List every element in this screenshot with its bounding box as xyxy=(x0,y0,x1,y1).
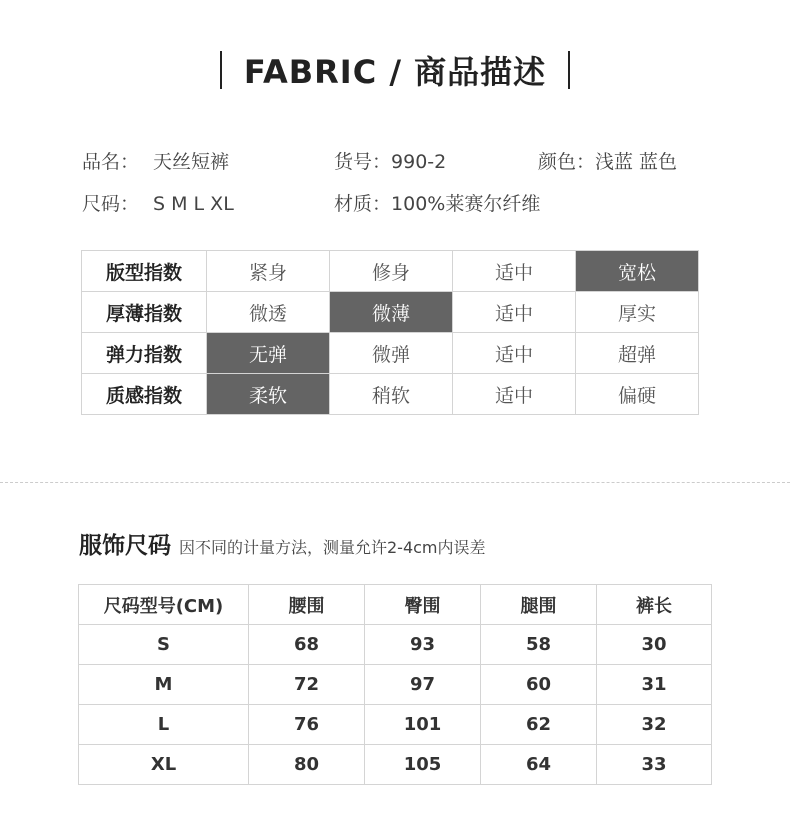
index-option: 适中 xyxy=(453,374,576,415)
index-option-selected: 微薄 xyxy=(330,292,453,333)
index-option: 紧身 xyxy=(207,251,330,292)
index-option-selected: 宽松 xyxy=(576,251,699,292)
info-size-label: 尺码： xyxy=(82,193,140,215)
size-table-cell: 60 xyxy=(481,665,597,705)
index-option: 适中 xyxy=(453,292,576,333)
index-option-selected: 柔软 xyxy=(207,374,330,415)
header-right-bar xyxy=(568,51,570,89)
size-table-row xyxy=(79,705,712,745)
index-row-label: 弹力指数 xyxy=(82,333,207,374)
size-table-header: 尺码型号(CM) xyxy=(79,585,249,625)
info-sku-label: 货号： xyxy=(334,151,392,173)
size-table-cell: L xyxy=(79,705,249,745)
size-table-cell: M xyxy=(79,665,249,705)
size-table-cell: 62 xyxy=(481,705,597,745)
info-material xyxy=(334,189,540,216)
size-table-cell: 80 xyxy=(249,745,365,785)
index-option: 适中 xyxy=(453,251,576,292)
header-left-bar xyxy=(220,51,222,89)
size-table-cell: 31 xyxy=(597,665,712,705)
index-option: 微弹 xyxy=(330,333,453,374)
size-table-row xyxy=(79,665,712,705)
info-material-value: 100%莱赛尔纤维 xyxy=(391,193,541,215)
size-table-cell: 97 xyxy=(365,665,481,705)
size-table-row xyxy=(79,625,712,665)
size-table-header: 臀围 xyxy=(365,585,481,625)
info-color-value: 浅蓝 蓝色 xyxy=(595,151,678,173)
index-option: 厚实 xyxy=(576,292,699,333)
size-table-header: 裤长 xyxy=(597,585,712,625)
size-section-title: 服饰尺码 xyxy=(79,533,171,559)
size-table-cell: 101 xyxy=(365,705,481,745)
info-name xyxy=(82,147,229,174)
index-option: 适中 xyxy=(453,333,576,374)
size-section-heading xyxy=(79,527,486,560)
size-table-cell: 32 xyxy=(597,705,712,745)
fabric-index-table xyxy=(81,250,699,415)
size-table-header: 腿围 xyxy=(481,585,597,625)
size-table-cell: 76 xyxy=(249,705,365,745)
info-name-label: 品名： xyxy=(82,151,140,173)
section-divider xyxy=(0,482,790,483)
size-table-cell: 30 xyxy=(597,625,712,665)
info-material-label: 材质： xyxy=(334,193,392,215)
index-option: 修身 xyxy=(330,251,453,292)
index-option: 偏硬 xyxy=(576,374,699,415)
size-table-cell: XL xyxy=(79,745,249,785)
info-color-label: 颜色： xyxy=(538,151,596,173)
size-table-cell: S xyxy=(79,625,249,665)
size-table-cell: 68 xyxy=(249,625,365,665)
index-row xyxy=(82,333,699,374)
size-section-subtitle: 因不同的计量方法，测量允许2-4cm内误差 xyxy=(179,538,486,557)
info-sku-value: 990-2 xyxy=(391,151,447,173)
size-table-cell: 58 xyxy=(481,625,597,665)
info-color xyxy=(538,147,677,174)
index-row xyxy=(82,374,699,415)
size-table-cell: 93 xyxy=(365,625,481,665)
size-table-cell: 72 xyxy=(249,665,365,705)
index-option: 稍软 xyxy=(330,374,453,415)
index-row-label: 版型指数 xyxy=(82,251,207,292)
size-table-row xyxy=(79,745,712,785)
index-row-label: 厚薄指数 xyxy=(82,292,207,333)
page-title: FABRIC / 商品描述 xyxy=(243,53,547,91)
info-name-value: 天丝短裤 xyxy=(153,151,230,173)
index-option: 超弹 xyxy=(576,333,699,374)
index-row-label: 质感指数 xyxy=(82,374,207,415)
index-row xyxy=(82,292,699,333)
info-size-value: S M L XL xyxy=(153,193,234,215)
size-table-header-row xyxy=(79,585,712,625)
size-table-cell: 64 xyxy=(481,745,597,785)
index-option: 微透 xyxy=(207,292,330,333)
size-table-header: 腰围 xyxy=(249,585,365,625)
index-row xyxy=(82,251,699,292)
info-sku xyxy=(334,147,446,174)
info-size xyxy=(82,189,234,216)
size-chart-table xyxy=(78,584,712,785)
size-table-cell: 105 xyxy=(365,745,481,785)
size-table-cell: 33 xyxy=(597,745,712,785)
index-option-selected: 无弹 xyxy=(207,333,330,374)
section-header xyxy=(0,48,790,92)
